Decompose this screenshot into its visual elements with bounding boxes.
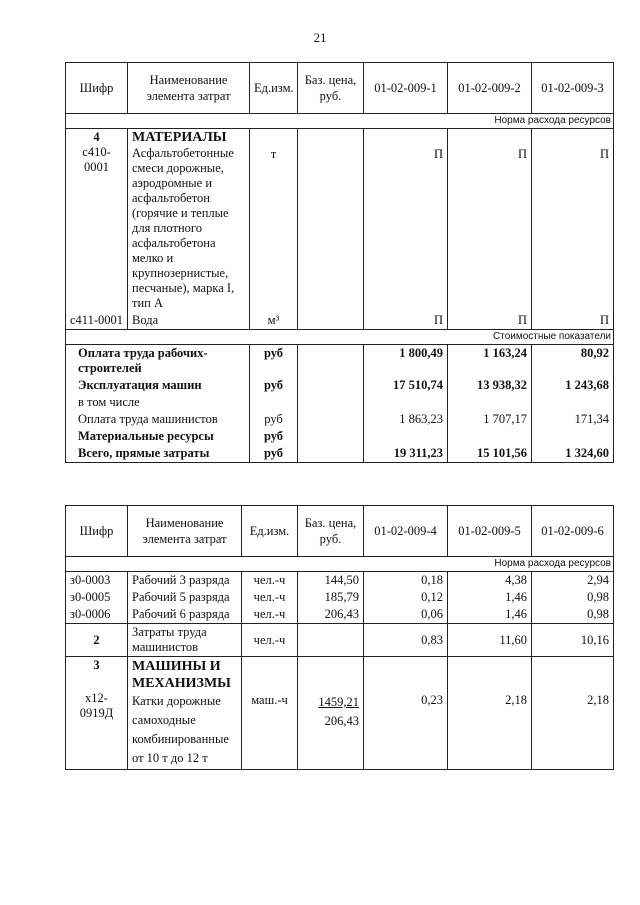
unit: чел.-ч	[242, 624, 298, 657]
price: 185,79	[298, 589, 364, 606]
price: 206,43	[298, 606, 364, 624]
value: 1 243,68	[532, 377, 614, 394]
value: 171,34	[532, 411, 614, 428]
table-row	[66, 377, 614, 394]
unit	[250, 394, 298, 411]
name: Эксплуатация машин	[66, 377, 250, 394]
table-row	[66, 572, 614, 590]
table-2	[65, 505, 614, 770]
code: с411-0001	[66, 312, 128, 330]
table-row	[66, 129, 614, 313]
col-norm: 01-02-009-3	[532, 63, 614, 114]
name: Асфальтобетонные смеси дорожные, аэродромные и асфальтобетон (горячие и теплые для плотного асфальтобетона мелко и крупнозернистые, песчаные), марка I, тип А	[132, 146, 235, 310]
value: 1 800,49	[364, 345, 448, 378]
value: 0,06	[364, 606, 448, 624]
price: 1459,21	[318, 695, 359, 709]
code: с410-0001	[82, 145, 111, 174]
value: 4,38	[448, 572, 532, 590]
value: 1 863,23	[364, 411, 448, 428]
value	[448, 394, 532, 411]
value: 0,23	[364, 657, 448, 770]
code: з0-0006	[66, 606, 128, 624]
col-code: Шифр	[66, 63, 128, 114]
col-unit: Ед.изм.	[242, 506, 298, 557]
name: Рабочий 6 разряда	[128, 606, 242, 624]
table-1	[65, 62, 614, 463]
name: Затраты труда машинистов	[128, 624, 242, 657]
section-title: МАШИНЫ И МЕХАНИЗМЫ	[132, 659, 231, 691]
value: П	[364, 312, 448, 330]
name: в том числе	[66, 394, 250, 411]
col-name: Наименование элемента затрат	[128, 63, 250, 114]
norm-note: Норма расхода ресурсов	[66, 557, 614, 572]
table-row	[66, 624, 614, 657]
unit: маш.-ч	[242, 657, 298, 770]
value: 17 510,74	[364, 377, 448, 394]
section-title: МАТЕРИАЛЫ	[132, 130, 227, 145]
value	[364, 428, 448, 445]
name: Рабочий 3 разряда	[128, 572, 242, 590]
col-price: Баз. цена, руб.	[298, 63, 364, 114]
name: Рабочий 5 разряда	[128, 589, 242, 606]
value: П	[532, 129, 614, 313]
name: Оплата труда машинистов	[66, 411, 250, 428]
col-norm: 01-02-009-4	[364, 506, 448, 557]
col-price: Баз. цена, руб.	[298, 506, 364, 557]
value: 2,18	[532, 657, 614, 770]
value: 1,46	[448, 589, 532, 606]
price: 206,43	[324, 714, 359, 728]
name: Вода	[128, 312, 250, 330]
table-row	[66, 657, 614, 770]
header-row	[66, 506, 614, 557]
value: 0,12	[364, 589, 448, 606]
value: 2,94	[532, 572, 614, 590]
col-norm: 01-02-009-5	[448, 506, 532, 557]
col-code: Шифр	[66, 506, 128, 557]
value: 1 324,60	[532, 445, 614, 463]
value: 80,92	[532, 345, 614, 378]
col-norm: 01-02-009-6	[532, 506, 614, 557]
unit: т	[250, 129, 298, 313]
value: 1,46	[448, 606, 532, 624]
price: 144,50	[298, 572, 364, 590]
section-number: 4	[93, 130, 100, 144]
table-row	[66, 411, 614, 428]
unit: чел.-ч	[242, 572, 298, 590]
unit: руб	[250, 377, 298, 394]
unit: м³	[250, 312, 298, 330]
unit: руб	[250, 345, 298, 378]
value: П	[448, 129, 532, 313]
page-number: 21	[313, 30, 327, 45]
code: з0-0005	[66, 589, 128, 606]
name: Катки дорожные самоходные комбинированные от 10 т до 12 т	[132, 694, 229, 765]
col-norm: 01-02-009-1	[364, 63, 448, 114]
unit: чел.-ч	[242, 606, 298, 624]
value: П	[364, 129, 448, 313]
value: 19 311,23	[364, 445, 448, 463]
unit: руб	[250, 411, 298, 428]
value	[532, 394, 614, 411]
name: Материальные ресурсы	[66, 428, 250, 445]
value: 0,98	[532, 606, 614, 624]
unit: руб	[250, 428, 298, 445]
cost-note: Стоимостные показатели	[66, 330, 614, 345]
value: 10,16	[532, 624, 614, 657]
name: Всего, прямые затраты	[66, 445, 250, 463]
name: Оплата труда рабочих-строителей	[66, 345, 250, 378]
code: х12-0919Д	[79, 691, 114, 720]
value	[364, 394, 448, 411]
value: 2,18	[448, 657, 532, 770]
value: 1 707,17	[448, 411, 532, 428]
value: 0,18	[364, 572, 448, 590]
col-name: Наименование элемента затрат	[128, 506, 242, 557]
col-unit: Ед.изм.	[250, 63, 298, 114]
section-number: 2	[66, 624, 128, 657]
unit: руб	[250, 445, 298, 463]
norm-note: Норма расхода ресурсов	[66, 114, 614, 129]
value: 11,60	[448, 624, 532, 657]
value: 13 938,32	[448, 377, 532, 394]
code: з0-0003	[66, 572, 128, 590]
value: П	[448, 312, 532, 330]
value	[532, 428, 614, 445]
table-row	[66, 606, 614, 624]
table-row	[66, 312, 614, 330]
table-row	[66, 428, 614, 445]
section-number: 3	[93, 658, 100, 672]
value: 1 163,24	[448, 345, 532, 378]
value: П	[532, 312, 614, 330]
table-row	[66, 394, 614, 411]
unit: чел.-ч	[242, 589, 298, 606]
col-norm: 01-02-009-2	[448, 63, 532, 114]
value	[448, 428, 532, 445]
header-row	[66, 63, 614, 114]
value: 0,83	[364, 624, 448, 657]
value: 15 101,56	[448, 445, 532, 463]
table-row	[66, 345, 614, 378]
table-row	[66, 445, 614, 463]
value: 0,98	[532, 589, 614, 606]
table-row	[66, 589, 614, 606]
